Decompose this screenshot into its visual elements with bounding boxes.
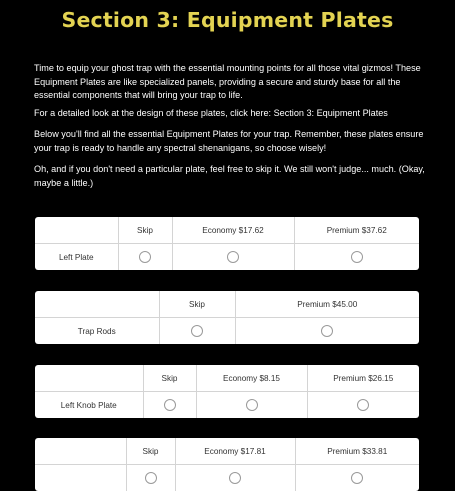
radio-economy[interactable] — [227, 251, 239, 263]
plate-row — [35, 465, 419, 491]
radio-skip[interactable] — [145, 472, 157, 484]
radio-economy[interactable] — [246, 399, 258, 411]
plate-row — [35, 244, 419, 271]
option-header: Economy $8.15 — [196, 365, 307, 392]
radio-economy[interactable] — [229, 472, 241, 484]
option-cell — [196, 392, 307, 419]
plate-row — [35, 318, 419, 345]
plate-table-left-knob-plate — [35, 365, 419, 418]
radio-premium[interactable] — [357, 399, 369, 411]
skip-note-paragraph: Oh, and if you don't need a particular plate, feel free to skip it. We still won't judge... much. (Okay, maybe a little.) — [34, 163, 426, 190]
radio-premium[interactable] — [321, 325, 333, 337]
plate-table-fourth — [35, 438, 419, 491]
option-header: Premium $37.62 — [294, 217, 419, 244]
plate-name: Left Knob Plate — [35, 392, 143, 419]
option-header: Skip — [118, 217, 172, 244]
option-header: Premium $45.00 — [235, 291, 419, 318]
option-cell — [307, 392, 419, 419]
plate-name: Left Plate — [35, 244, 118, 271]
option-cell — [295, 465, 419, 491]
plate-table-left-plate — [35, 217, 419, 270]
option-cell — [235, 318, 419, 345]
option-cell — [143, 392, 196, 419]
option-cell — [118, 244, 172, 271]
option-cell — [172, 244, 294, 271]
detail-text: For a detailed look at the design of these plates, click here: — [34, 108, 274, 118]
row-header-empty — [35, 291, 159, 318]
row-header-empty — [35, 438, 126, 465]
option-header: Skip — [159, 291, 235, 318]
option-cell — [175, 465, 295, 491]
page-title: Section 3: Equipment Plates — [0, 8, 455, 32]
detail-paragraph — [34, 107, 426, 121]
option-header: Economy $17.81 — [175, 438, 295, 465]
row-header-empty — [35, 217, 118, 244]
radio-skip[interactable] — [164, 399, 176, 411]
option-header: Premium $33.81 — [295, 438, 419, 465]
plate-row — [35, 392, 419, 419]
radio-premium[interactable] — [351, 251, 363, 263]
radio-skip[interactable] — [139, 251, 151, 263]
plate-name — [35, 465, 126, 491]
detail-link[interactable]: Section 3: Equipment Plates — [274, 108, 388, 118]
row-header-empty — [35, 365, 143, 392]
option-header: Economy $17.62 — [172, 217, 294, 244]
intro-paragraph: Time to equip your ghost trap with the essential mounting points for all those vital gizmos! These Equipment Plates are like specialized panels, providing a secure and sturdy base for all the essential components that will bring your trap to life. — [34, 62, 426, 103]
option-cell — [159, 318, 235, 345]
radio-skip[interactable] — [191, 325, 203, 337]
option-cell — [294, 244, 419, 271]
option-header: Skip — [126, 438, 175, 465]
radio-premium[interactable] — [351, 472, 363, 484]
plate-name: Trap Rods — [35, 318, 159, 345]
below-paragraph: Below you'll find all the essential Equipment Plates for your trap. Remember, these plates ensure your trap is ready to handle any spectral shenanigans, so choose wisely! — [34, 128, 426, 155]
option-header: Skip — [143, 365, 196, 392]
option-header: Premium $26.15 — [307, 365, 419, 392]
option-cell — [126, 465, 175, 491]
plate-table-trap-rods — [35, 291, 419, 344]
